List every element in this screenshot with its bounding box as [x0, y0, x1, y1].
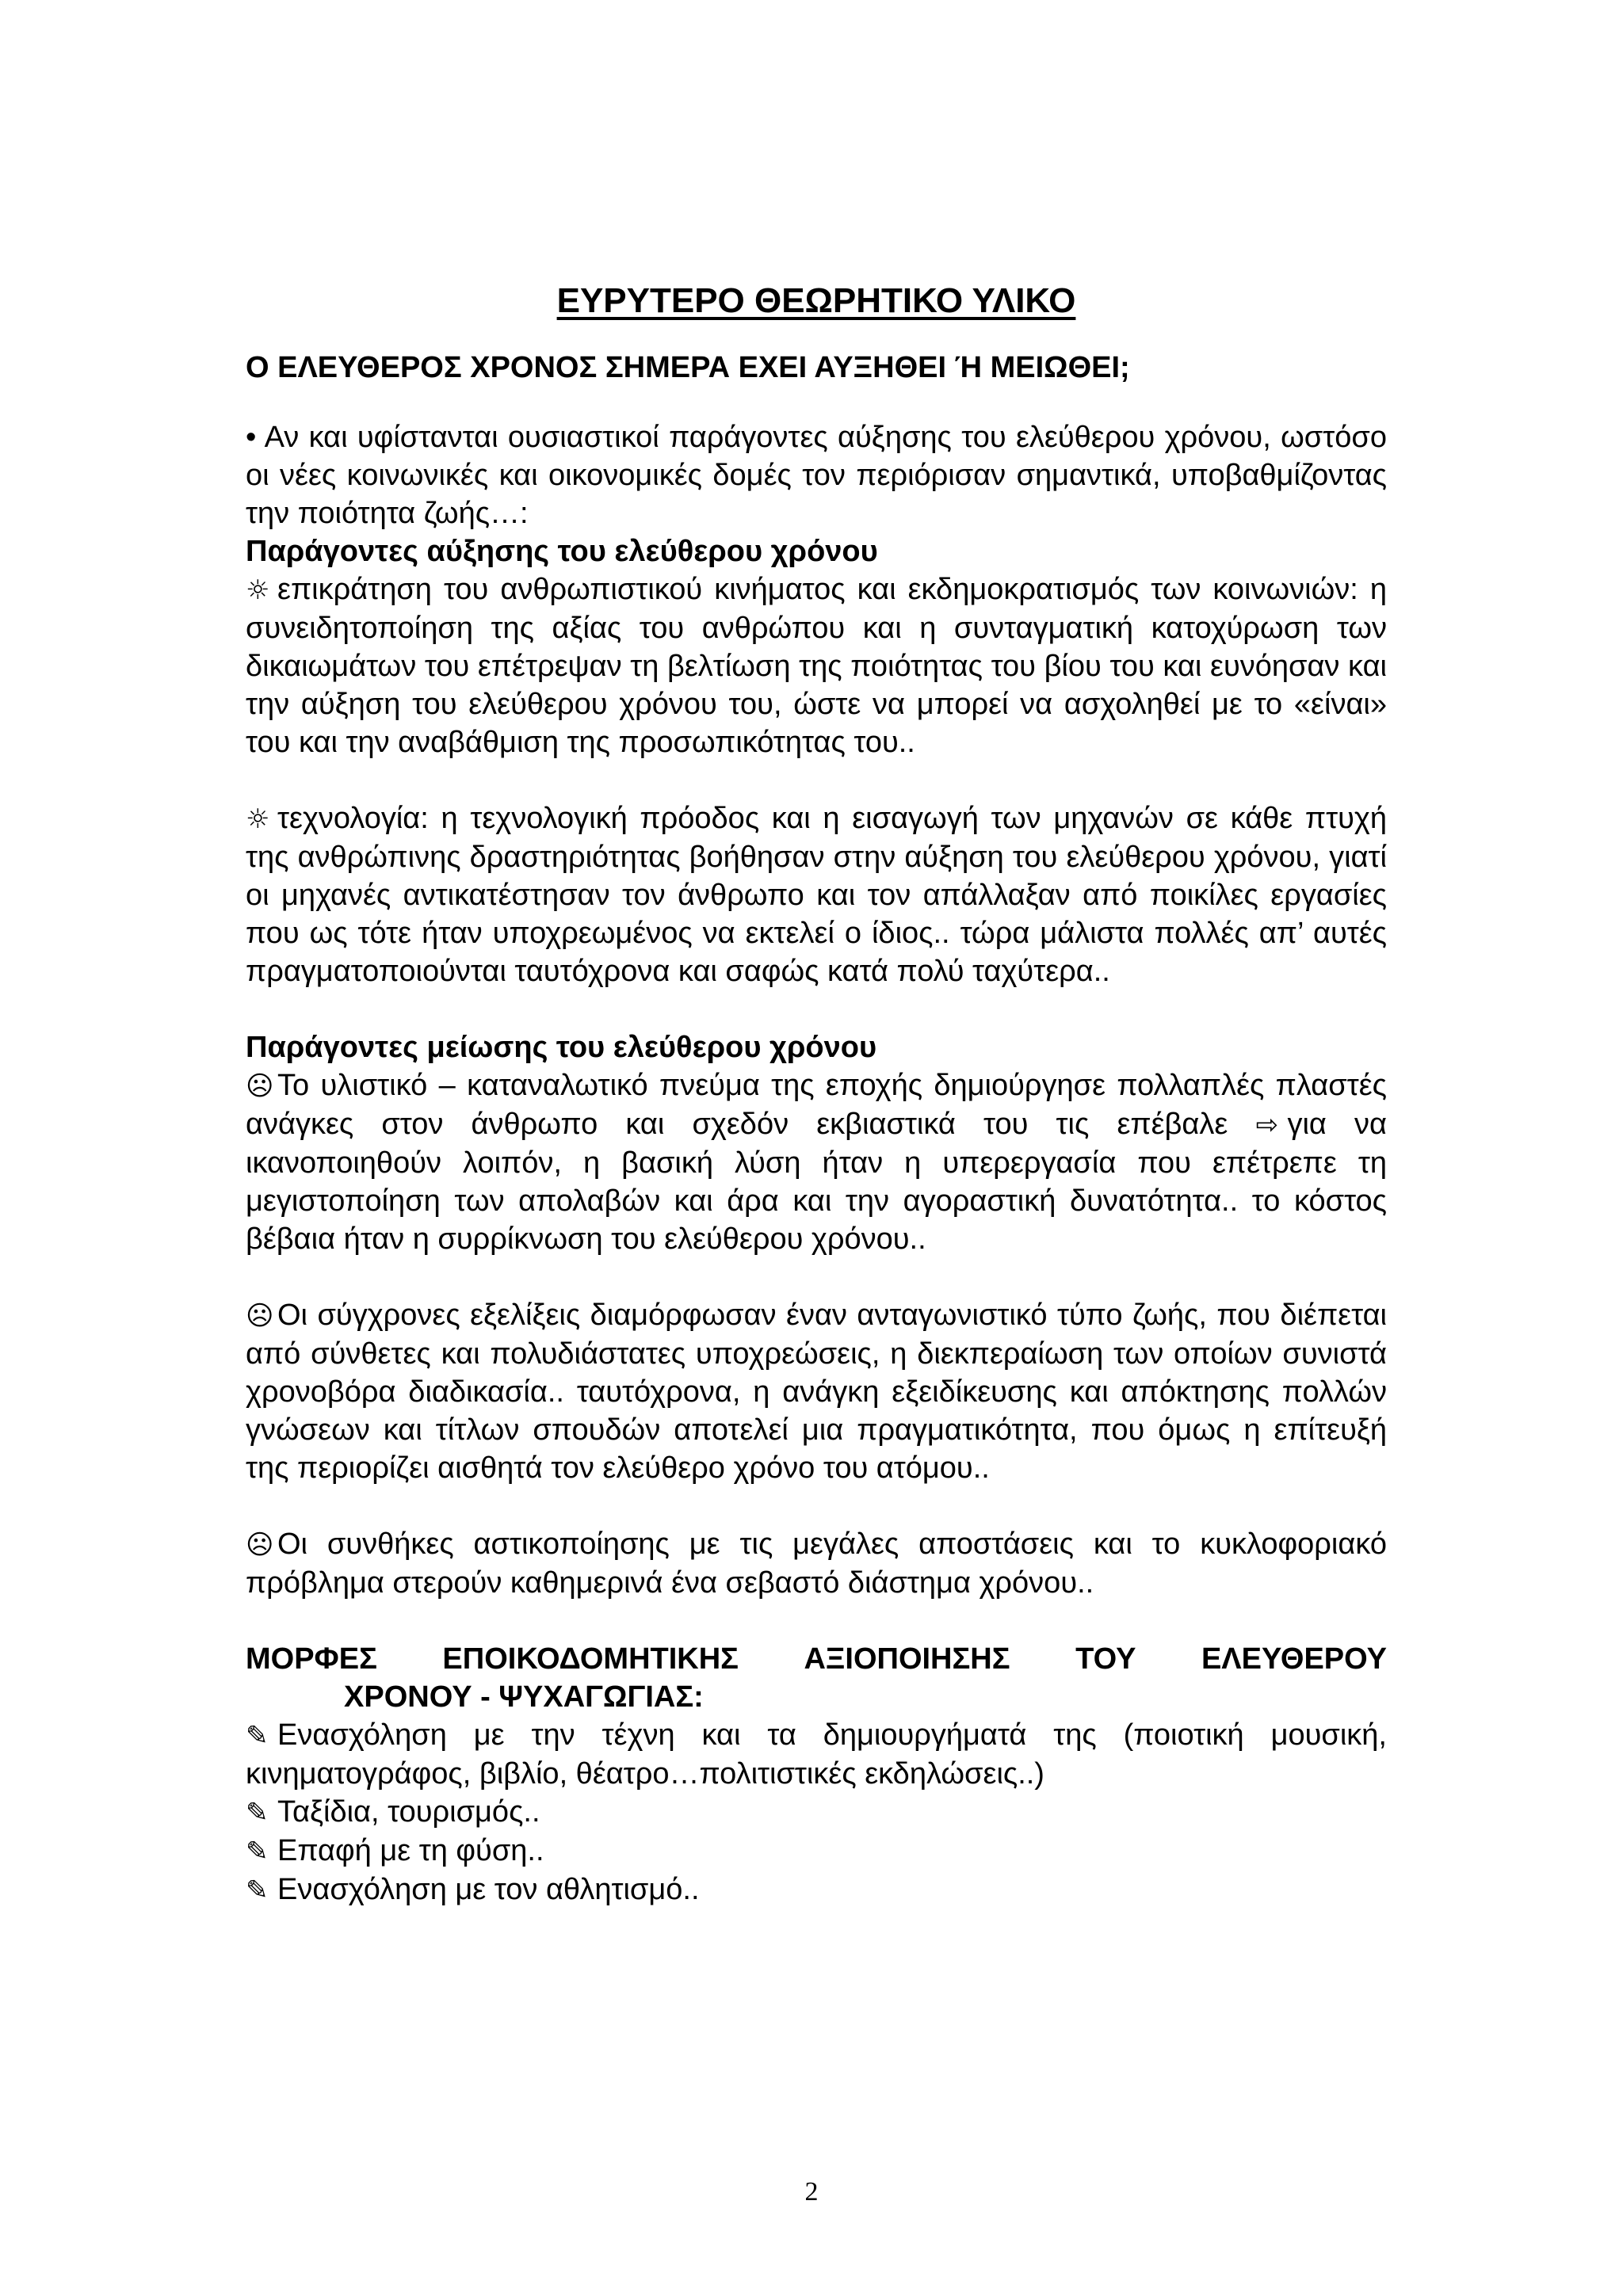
decrease-item: [246, 1296, 1387, 1487]
forms-heading: [246, 1640, 1387, 1716]
sun-icon: ☼: [246, 803, 270, 835]
arrow-right-icon: ⇨: [1255, 1109, 1278, 1141]
pencil-icon: ✎: [246, 1797, 269, 1829]
increase-item: [246, 570, 1387, 761]
forms-heading-word: ΕΠΟΙΚΟΔΟΜΗΤΙΚΗΣ: [442, 1642, 739, 1676]
sad-face-icon: ☹: [246, 1300, 274, 1332]
forms-heading-line2: ΧΡΟΝΟΥ - ΨΥΧΑΓΩΓΙΑΣ:: [344, 1680, 704, 1714]
forms-item-text: Ενασχόληση με την τέχνη και τα δημιουργήματά της (ποιοτική μουσική, κινηματογράφος, βιβλίο, θέατρο…πολιτιστικές εκδηλώσεις..): [246, 1718, 1387, 1791]
forms-item: [246, 1793, 1387, 1832]
forms-item: [246, 1832, 1387, 1871]
pencil-icon: ✎: [246, 1836, 269, 1867]
sad-face-icon: ☹: [246, 1529, 274, 1561]
forms-heading-word: ΑΞΙΟΠΟΙΗΣΗΣ: [804, 1642, 1010, 1676]
bullet-icon: •: [246, 421, 257, 454]
document-page: [246, 281, 1387, 1909]
decrease-item-text: για να ικανοποιηθούν λοιπόν, η βασική λύση ήταν η υπερεργασία που επέτρεπε τη μεγιστοποίηση των απολαβών και άρα και την αγοραστική δυνατότητα.. το κόστος βέβαια ήταν η συρρίκνωση του ελεύθερου χρόνου..: [246, 1108, 1388, 1256]
increase-item-text: τεχνολογία: η τεχνολογική πρόοδος και η εισαγωγή των μηχανών σε κάθε πτυχή της ανθρώπινης δραστηριότητας βοήθησαν στην αύξηση του ελεύθερου χρόνου, γιατί οι μηχανές αντικατέστησαν τον άνθρωπο και τον απάλλαξαν από ποικίλες εργασίες που ως τότε ήταν υποχρεωμένος να εκτελεί ο ίδιος.. τώρα μάλιστα πολλές απ’ αυτές πραγματοποιούνται ταυτόχρονα και σαφώς κατά πολύ ταχύτερα..: [246, 802, 1387, 988]
forms-item: [246, 1716, 1387, 1793]
forms-item-text: Ενασχόληση με τον αθλητισμό..: [277, 1873, 700, 1906]
decrease-item-text: Το υλιστικό – καταναλωτικό πνεύμα της εποχής δημιούργησε πολλαπλές πλαστές ανάγκες στον άνθρωπο και σχεδόν εκβιαστικά του τις επέβαλε: [246, 1069, 1387, 1141]
forms-heading-word: ΕΛΕΥΘΕΡΟΥ: [1201, 1642, 1387, 1676]
decrease-item: [246, 1066, 1387, 1258]
increase-item-text: επικράτηση του ανθρωπιστικού κινήματος και εκδημοκρατισμός των κοινωνιών: η συνειδητοποίηση της αξίας του ανθρώπου και η συνταγματική κατοχύρωση των δικαιωμάτων του επέτρεψαν τη βελτίωση της ποιότητας του βίου του και ευνόησαν και την αύξηση του ελεύθερου χρόνου του, ώστε να μπορεί να ασχοληθεί με το «είναι» του και την αναβάθμιση της προσωπικότητας του..: [246, 573, 1387, 759]
increase-heading: Παράγοντες αύξησης του ελεύθερου χρόνου: [246, 535, 878, 568]
increase-item: [246, 799, 1387, 990]
decrease-item-text: Οι σύγχρονες εξελίξεις διαμόρφωσαν έναν ανταγωνιστικό τύπο ζωής, που διέπεται από σύνθετες και πολυδιάστατες υποχρεώσεις, η διεκπεραίωση των οποίων συνιστά χρονοβόρα διαδικασία.. ταυτόχρονα, η ανάγκη εξειδίκευσης και απόκτησης πολλών γνώσεων και τίτλων σπουδών αποτελεί μια πραγματικότητα, που όμως η επίτευξή της περιορίζει αισθητά τον ελεύθερο χρόνο του ατόμου..: [246, 1299, 1387, 1485]
forms-item: [246, 1871, 1387, 1909]
intro-paragraph: [246, 418, 1387, 532]
pencil-icon: ✎: [246, 1875, 269, 1906]
forms-item-text: Επαφή με τη φύση..: [277, 1834, 544, 1867]
page-number: 2: [804, 2177, 819, 2206]
pencil-icon: ✎: [246, 1720, 269, 1752]
decrease-item-text: Οι συνθήκες αστικοποίησης με τις μεγάλες αποστάσεις και το κυκλοφοριακό πρόβλημα στερούν καθημερινά ένα σεβαστό διάστημα χρόνου..: [246, 1527, 1387, 1600]
sad-face-icon: ☹: [246, 1070, 274, 1102]
sun-icon: ☼: [246, 574, 270, 606]
forms-item-text: Ταξίδια, τουρισμός..: [277, 1795, 540, 1829]
forms-heading-line1: [246, 1640, 1387, 1678]
intro-text: Αν και υφίστανται ουσιαστικοί παράγοντες αύξησης του ελεύθερου χρόνου, ωστόσο οι νέες κοινωνικές και οικονομικές δομές τον περιόρισαν σημαντικά, υποβαθμίζοντας την ποιότητα ζωής…:: [246, 421, 1387, 530]
forms-heading-word: ΤΟΥ: [1075, 1642, 1136, 1676]
section-question: Ο ΕΛΕΥΘΕΡΟΣ ΧΡΟΝΟΣ ΣΗΜΕΡΑ ΕΧΕΙ ΑΥΞΗΘΕΙ Ή ΜΕΙΩΘΕΙ;: [246, 351, 1130, 384]
page-title: ΕΥΡΥΤΕΡΟ ΘΕΩΡΗΤΙΚΟ ΥΛΙΚΟ: [556, 281, 1076, 320]
forms-heading-word: ΜΟΡΦΕΣ: [246, 1642, 377, 1676]
decrease-heading: Παράγοντες μείωσης του ελεύθερου χρόνου: [246, 1031, 877, 1064]
decrease-item: [246, 1525, 1387, 1602]
